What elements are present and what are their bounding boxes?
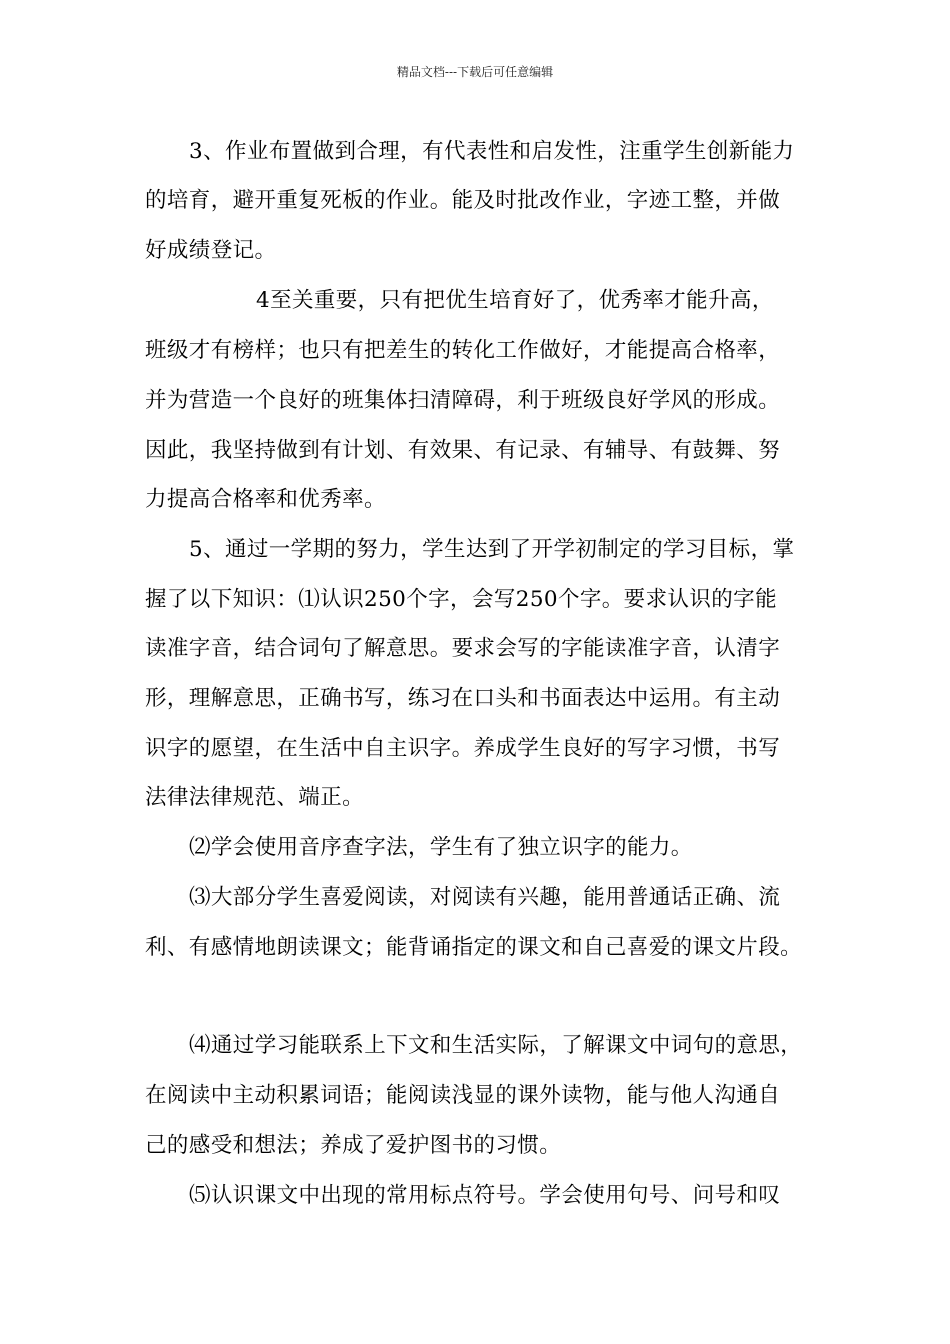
paragraph-2-line-3: 并为营造一个良好的班集体扫清障碍，利于班级良好学风的形成。 [145,388,781,413]
paragraph-2-line-4: 因此，我坚持做到有计划、有效果、有记录、有辅导、有鼓舞、努 [145,438,781,463]
paragraph-5-line-2: 利、有感情地朗读课文；能背诵指定的课文和自己喜爱的课文片段。 [145,935,803,960]
paragraph-5-line-1: ⑶大部分学生喜爱阅读，对阅读有兴趣，能用普通话正确、流 [189,885,781,910]
paragraph-6-line-3: 己的感受和想法；养成了爱护图书的习惯。 [145,1133,562,1158]
paragraph-2-line-1: 4至关重要，只有把优生培育好了，优秀率才能升高， [256,288,774,313]
paragraph-1-line-2: 的培育，避开重复死板的作业。能及时批改作业，字迹工整，并做 [145,188,781,213]
paragraph-1-line-1: 3、作业布置做到合理，有代表性和启发性，注重学生创新能力 [189,139,795,164]
paragraph-3-line-5: 识字的愿望，在生活中自主识字。养成学生良好的写字习惯，书写 [145,736,781,761]
paragraph-3-line-2: 握了以下知识：⑴认识250个字，会写250个字。要求认识的字能 [145,587,777,612]
paragraph-2-line-5: 力提高合格率和优秀率。 [145,487,386,512]
paragraph-3-line-4: 形，理解意思，正确书写，练习在口头和书面表达中运用。有主动 [145,686,781,711]
paragraph-7-line-1: ⑸认识课文中出现的常用标点符号。学会使用句号、问号和叹 [189,1183,781,1208]
paragraph-3-line-6: 法律法律规范、端正。 [145,785,365,810]
paragraph-3-line-1: 5、通过一学期的努力，学生达到了开学初制定的学习目标，掌 [189,537,795,562]
paragraph-6-line-2: 在阅读中主动积累词语；能阅读浅显的课外读物，能与他人沟通自 [145,1083,781,1108]
paragraph-2-line-2: 班级才有榜样；也只有把差生的转化工作做好，才能提高合格率， [145,338,781,363]
paragraph-4-line-1: ⑵学会使用音序查字法，学生有了独立识字的能力。 [189,835,693,860]
paragraph-6-line-1: ⑷通过学习能联系上下文和生活实际，了解课文中词句的意思， [189,1033,803,1058]
paragraph-1-line-3: 好成绩登记。 [145,238,277,263]
page-header: 精品文档---下载后可任意编辑 [396,65,554,79]
paragraph-3-line-3: 读准字音，结合词句了解意思。要求会写的字能读准字音，认清字 [145,636,781,661]
